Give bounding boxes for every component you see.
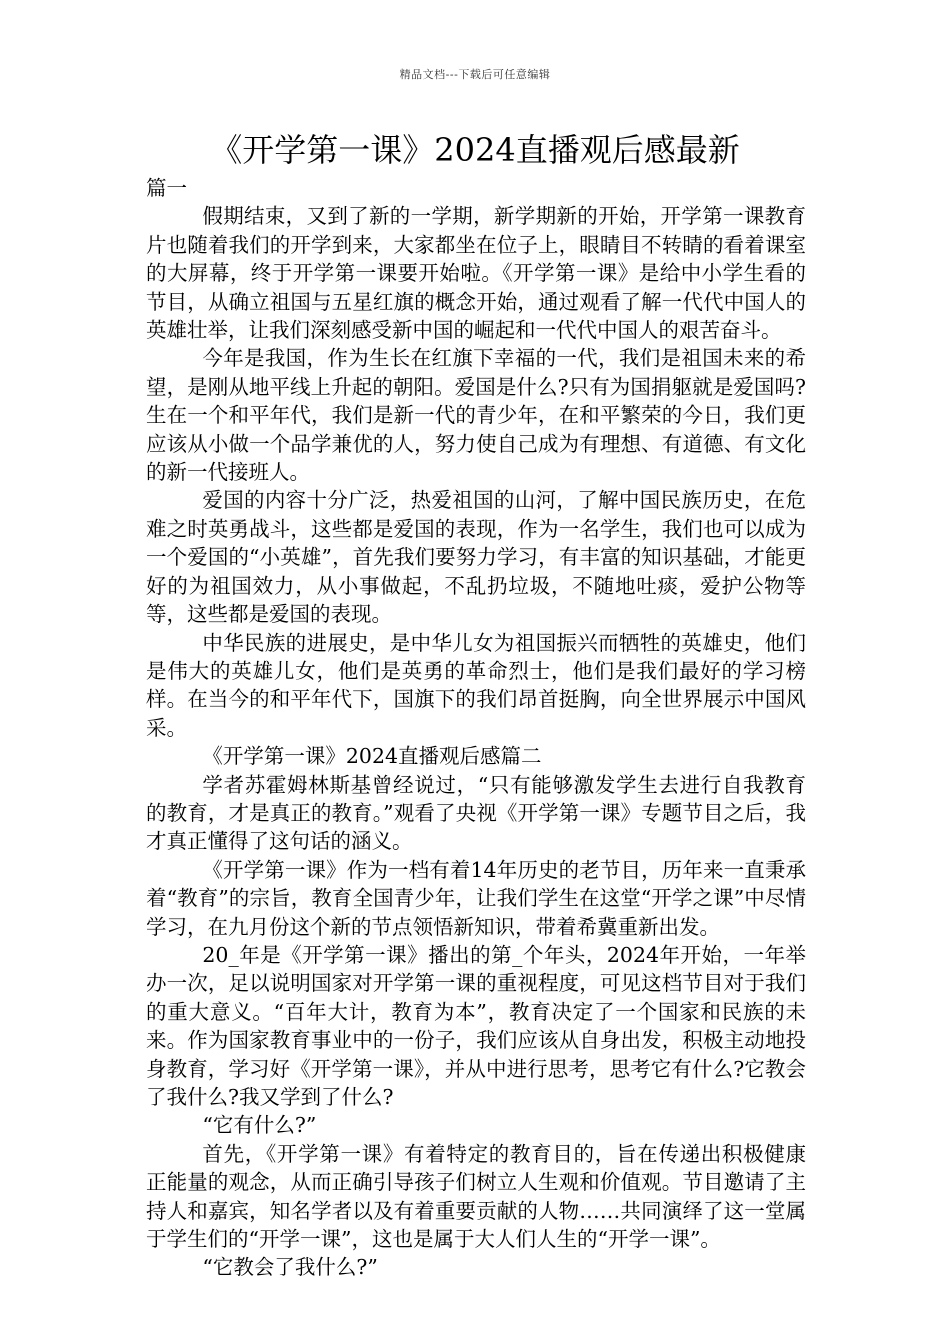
document-body [146,174,806,1282]
paragraph: 中华民族的进展史，是中华儿女为祖国振兴而牺牲的英雄史，他们是伟大的英雄儿女，他们是英勇的革命烈士，他们是我们最好的学习榜样。在当今的和平年代下，国旗下的我们昂首挺胸，向全世界展示中国风采。 [146,630,806,740]
subheading-quote: “它教会了我什么?” [202,1255,378,1280]
section-heading-part-two: 《开学第一课》2024直播观后感篇二 [202,744,542,769]
document-title: 《开学第一课》2024直播观后感最新 [210,131,740,169]
paragraph: 《开学第一课》作为一档有着14年历史的老节目，历年来一直秉承着“教育”的宗旨，教育全国青少年，让我们学生在这堂“开学之课”中尽情学习，在九月份这个新的节点领悟新知识，带着希冀重新出发。 [146,857,806,939]
paragraph: 学者苏霍姆林斯基曾经说过，“只有能够激发学生去进行自我教育的教育，才是真正的教育。”观看了央视《开学第一课》专题节目之后，我才真正懂得了这句话的涵义。 [146,772,806,854]
document-header-note: 精品文档---下载后可任意编辑 [399,68,551,81]
subheading-quote: “它有什么?” [202,1113,317,1138]
paragraph: 爱国的内容十分广泛，热爱祖国的山河，了解中国民族历史，在危难之时英勇战斗，这些都是爱国的表现，作为一名学生，我们也可以成为一个爱国的“小英雄”，首先我们要努力学习，有丰富的知识基础，才能更好的为祖国效力，从小事做起，不乱扔垃圾，不随地吐痰，爱护公物等等，这些都是爱国的表现。 [146,488,806,627]
paragraph: 今年是我国，作为生长在红旗下幸福的一代，我们是祖国未来的希望，是刚从地平线上升起的朝阳。爱国是什么?只有为国捐躯就是爱国吗?生在一个和平年代，我们是新一代的青少年，在和平繁荣的今日，我们更应该从小做一个品学兼优的人，努力使自己成为有理想、有道德、有文化的新一代接班人。 [146,346,806,485]
paragraph: 20_年是《开学第一课》播出的第_个年头，2024年开始，一年举办一次，足以说明国家对开学第一课的重视程度，可见这档节目对于我们的重大意义。“百年大计，教育为本”，教育决定了一个国家和民族的未来。作为国家教育事业中的一份子，我们应该从自身出发，积极主动地投身教育，学习好《开学第一课》，并从中进行思考，思考它有什么?它教会了我什么?我又学到了什么? [146,942,806,1109]
paragraph: 假期结束，又到了新的一学期，新学期新的开始，开学第一课教育片也随着我们的开学到来，大家都坐在位子上，眼睛目不转睛的看着课室的大屏幕，终于开学第一课要开始啦。《开学第一课》是给中小学生看的节目，从确立祖国与五星红旗的概念开始，通过观看了解一代代中国人的英雄壮举，让我们深刻感受新中国的崛起和一代代中国人的艰苦奋斗。 [146,204,806,343]
paragraph: 首先，《开学第一课》有着特定的教育目的，旨在传递出积极健康正能量的观念，从而正确引导孩子们树立人生观和价值观。节目邀请了主持人和嘉宾，知名学者以及有着重要贡献的人物……共同演绎了这一堂属于学生们的“开学一课”，这也是属于大人们人生的“开学一课”。 [146,1141,806,1252]
section-label: 篇一 [146,176,187,200]
